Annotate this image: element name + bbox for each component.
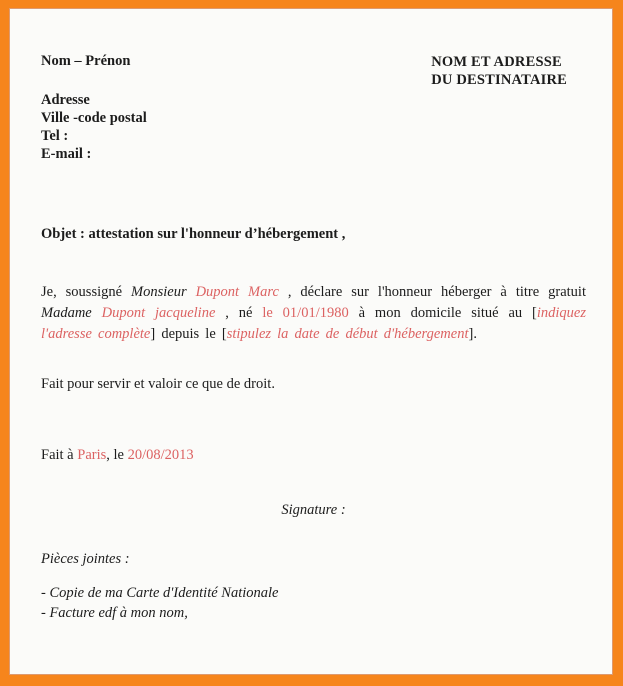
place-city: Paris [77, 447, 107, 463]
body-segment-date-placeholder: stipulez la date de début d'hébergement [226, 326, 469, 342]
body-segment-civility: Monsieur [131, 284, 196, 300]
attachments-title: Pièces jointes : [41, 551, 130, 567]
body-segment-birthdate: le 01/01/1980 [262, 305, 349, 321]
sender-email-label: E-mail : [41, 146, 92, 162]
subject-line: Objet : attestation sur l'honneur d’hébergement , [41, 226, 346, 242]
body-segment: , né [215, 305, 263, 321]
place-date-line [41, 447, 567, 464]
signature-label: Signature : [281, 502, 346, 518]
sender-name-label: Nom – Prénon [41, 53, 131, 69]
place-date-middle: , le [106, 447, 128, 463]
closing-line: Fait pour servir et valoir ce que de droit. [41, 376, 275, 392]
body-segment-civility: Madame [41, 305, 102, 321]
body-paragraph [41, 282, 586, 345]
attachment-item-id-card: - Copie de ma Carte d'Identité Nationale [41, 585, 279, 601]
sender-address-label: Adresse [41, 92, 90, 108]
sender-tel-label: Tel : [41, 128, 69, 144]
letter-page [9, 8, 613, 675]
body-segment: ]. [468, 326, 477, 342]
sender-city-label: Ville -code postal [41, 110, 147, 126]
body-segment: Je, soussigné [41, 284, 132, 300]
attachment-item-edf-bill: - Facture edf à mon nom, [41, 605, 188, 621]
place-date-prefix: Fait à [41, 447, 78, 463]
sender-address-block [41, 91, 567, 163]
body-segment: à mon domicile situé au [ [348, 305, 537, 321]
recipient-line1: NOM ET ADRESSE [431, 54, 562, 70]
recipient-line2: DU DESTINATAIRE [431, 72, 567, 88]
body-segment: , déclare sur l'honneur héberger à titre gratuit [278, 284, 586, 300]
letter-date: 20/08/2013 [127, 447, 194, 463]
recipient-block [431, 53, 567, 89]
body-segment-host-name: Dupont Marc [195, 284, 279, 300]
body-segment-guest-name: Dupont jacqueline [101, 305, 216, 321]
letter-header [41, 53, 567, 89]
body-segment-address-placeholder: indiquez l'adresse complète [41, 305, 586, 342]
body-segment: ] depuis le [ [150, 326, 227, 342]
